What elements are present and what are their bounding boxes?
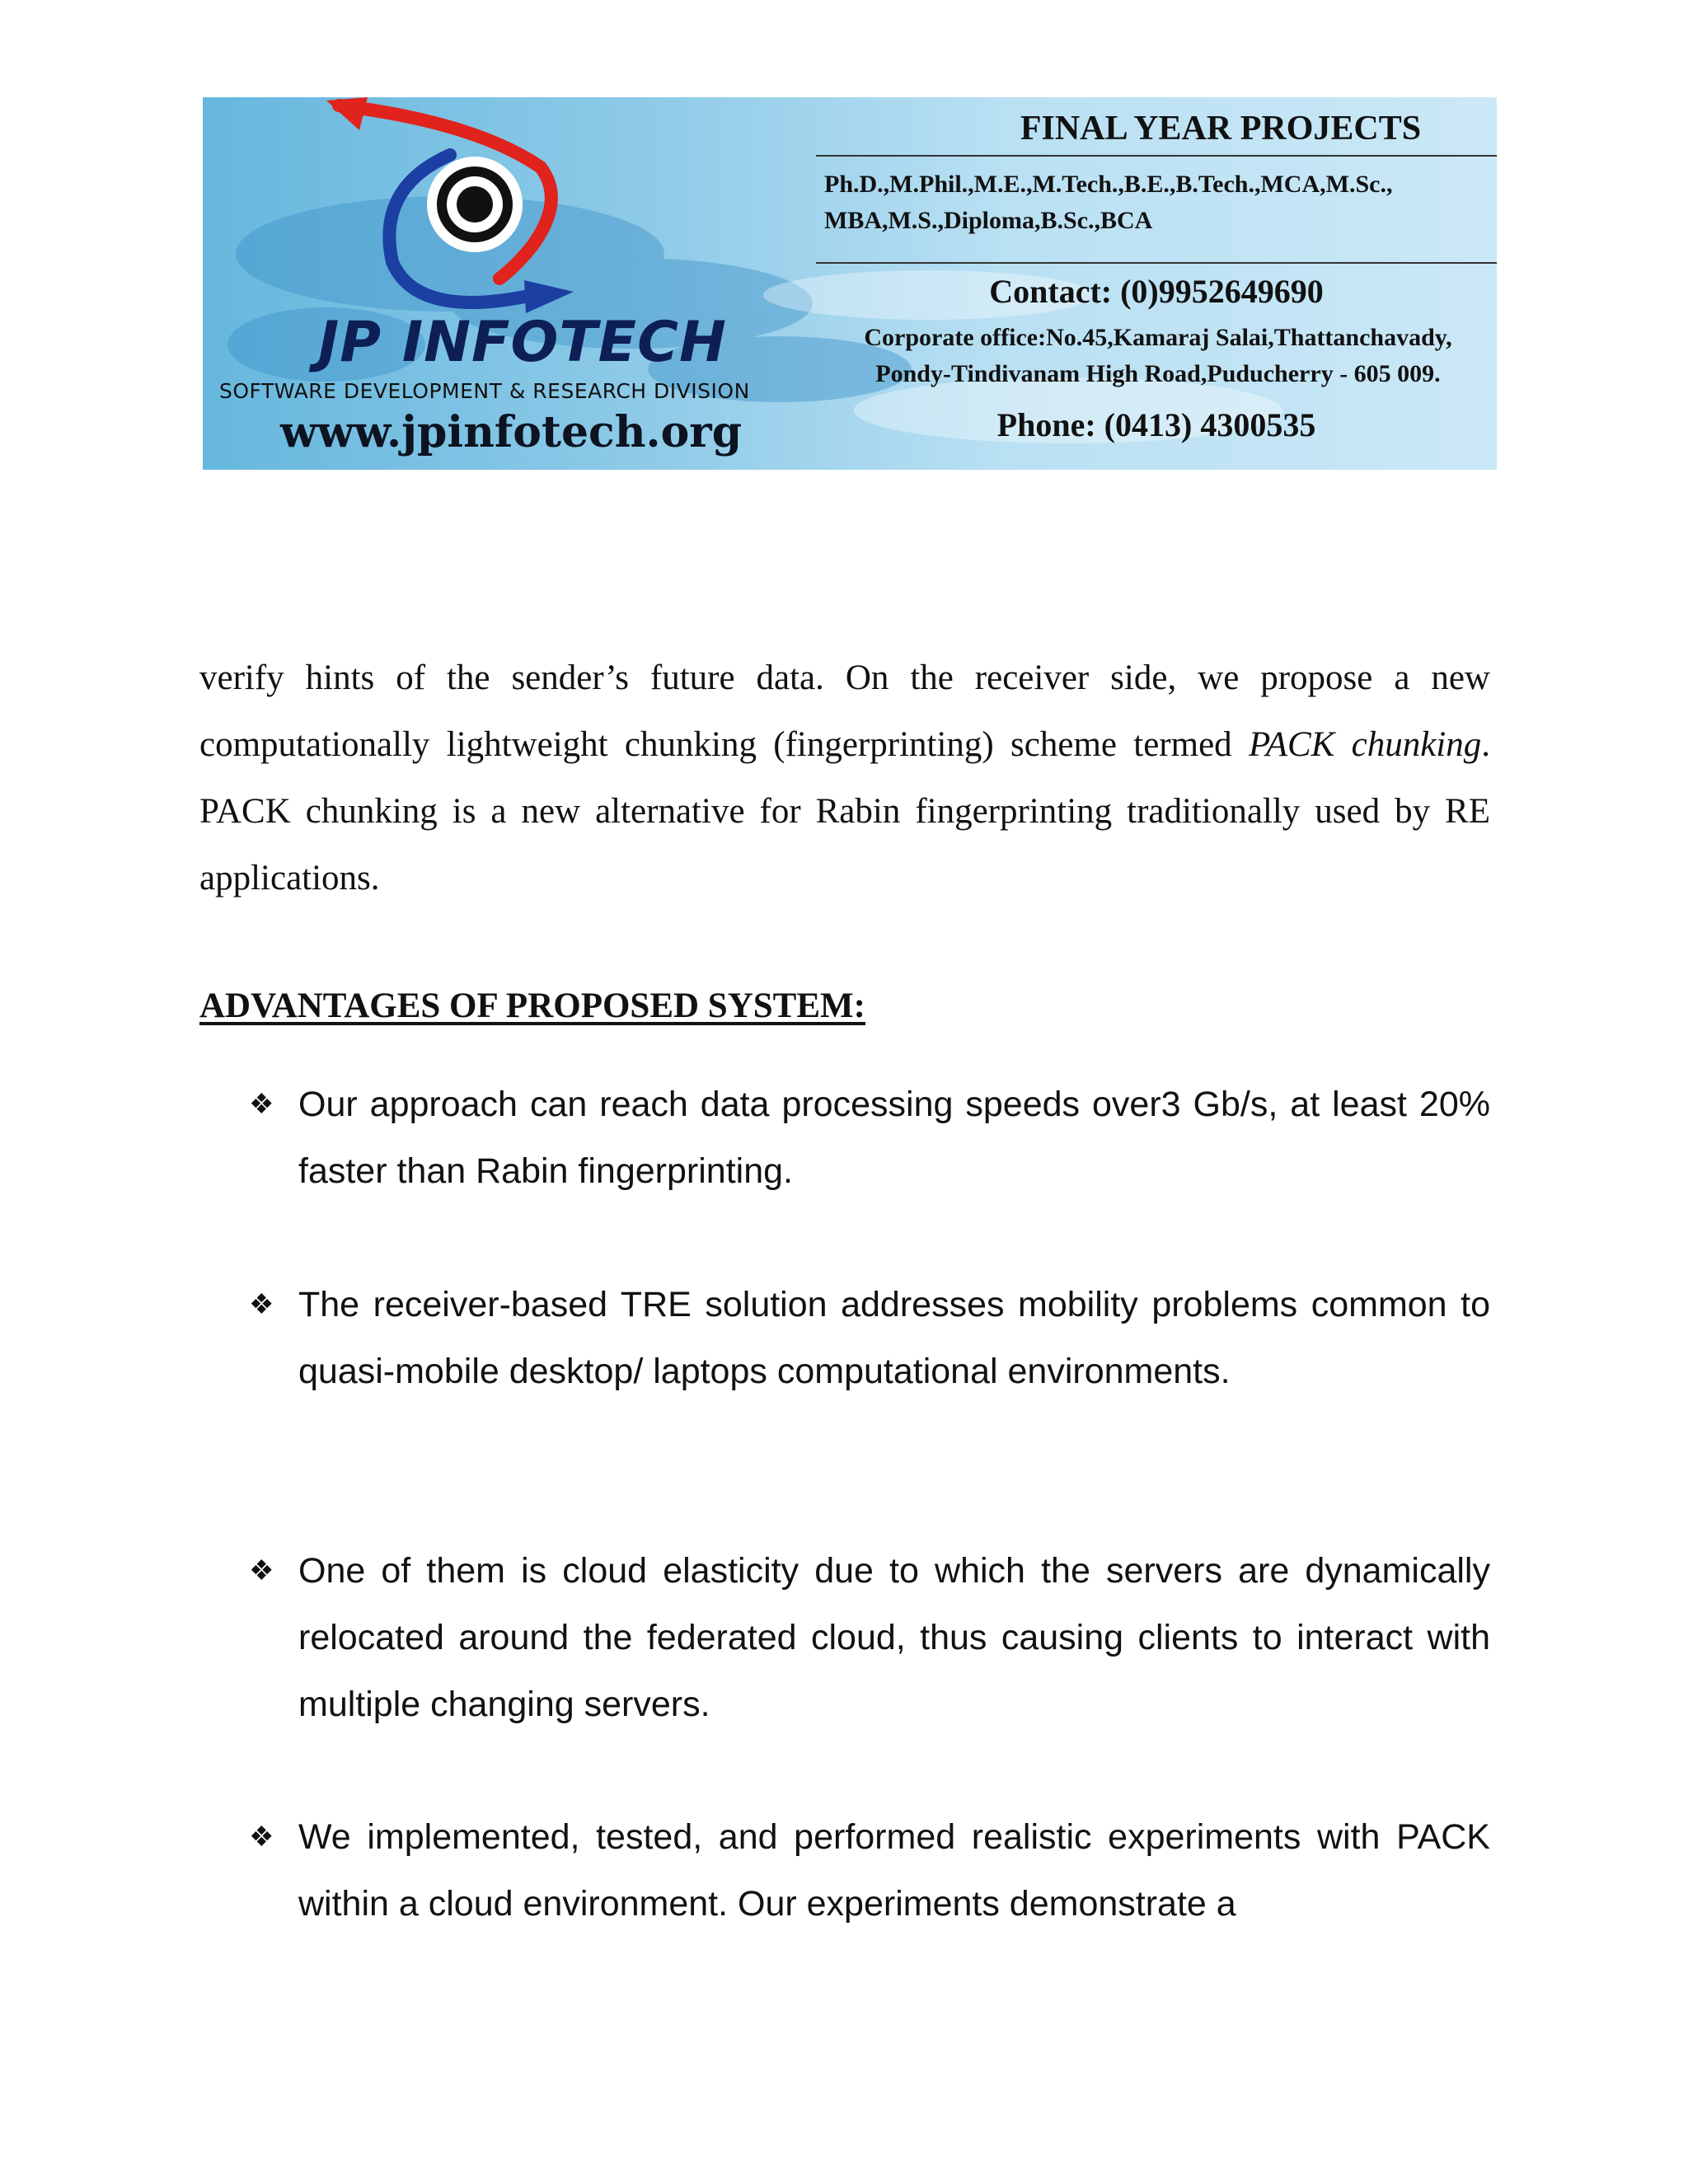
advantage-list-item xyxy=(249,1804,1490,1938)
advantage-text: We implemented, tested, and performed realistic experiments with PACK within a cloud environment. Our experiments demonstrate a xyxy=(298,1817,1490,1924)
paragraph-text: . PACK chunking is a new alternative for Rabin fingerprinting traditionally used by RE applications. xyxy=(199,725,1490,898)
header-banner xyxy=(203,97,1497,470)
degrees-line: MBA,M.S.,Diploma,B.Sc.,BCA xyxy=(824,207,1153,234)
office-label: Corporate office: xyxy=(864,324,1047,351)
office-address-line: No.45,Kamaraj Salai,Thattanchavady, xyxy=(1046,324,1452,351)
intro-paragraph xyxy=(199,644,1490,912)
paragraph-text: verify hints of the sender’s future data. On the receiver side, we propose a new computationally lightweight chunking (fingerprinting) scheme termed xyxy=(199,658,1490,764)
degrees-list xyxy=(824,166,1484,239)
phone-number: Phone: (0413) 4300535 xyxy=(996,406,1316,443)
website-link[interactable]: www.jpinfotech.org xyxy=(280,407,743,457)
diamond-bullet-icon: ❖ xyxy=(249,1555,274,1586)
office-address-line: Pondy-Tindivanam High Road,Puducherry - 605 009. xyxy=(875,360,1441,387)
banner-divider xyxy=(816,155,1497,157)
paragraph-emphasis: PACK chunking xyxy=(1248,725,1482,764)
advantage-text: One of them is cloud elasticity due to which the servers are dynamically relocated around the federated cloud, thus causing clients to interact with multiple changing servers. xyxy=(298,1551,1490,1724)
diamond-bullet-icon: ❖ xyxy=(249,1289,274,1320)
banner-divider xyxy=(816,262,1497,264)
advantage-list-item xyxy=(249,1071,1490,1205)
advantage-list-item xyxy=(249,1538,1490,1738)
section-heading: ADVANTAGES OF PROPOSED SYSTEM: xyxy=(199,987,865,1025)
diamond-bullet-icon: ❖ xyxy=(249,1821,274,1853)
office-address xyxy=(819,320,1497,392)
advantage-text: Our approach can reach data processing speeds over3 Gb/s, at least 20% faster than Rabin fingerprinting. xyxy=(298,1085,1490,1191)
degrees-line: Ph.D.,M.Phil.,M.E.,M.Tech.,B.E.,B.Tech.,MCA,M.Sc., xyxy=(824,171,1393,198)
advantage-text: The receiver-based TRE solution addresses mobility problems common to quasi-mobile desktop/ laptops computational environments. xyxy=(298,1285,1490,1391)
contact-number: Contact: (0)9952649690 xyxy=(989,273,1324,310)
brand-name: JP INFOTECH xyxy=(318,310,727,375)
diamond-bullet-icon: ❖ xyxy=(249,1089,274,1120)
banner-title: FINAL YEAR PROJECTS xyxy=(1020,110,1422,148)
advantage-list-item xyxy=(249,1272,1490,1405)
brand-division: SOFTWARE DEVELOPMENT & RESEARCH DIVISION xyxy=(219,379,750,403)
